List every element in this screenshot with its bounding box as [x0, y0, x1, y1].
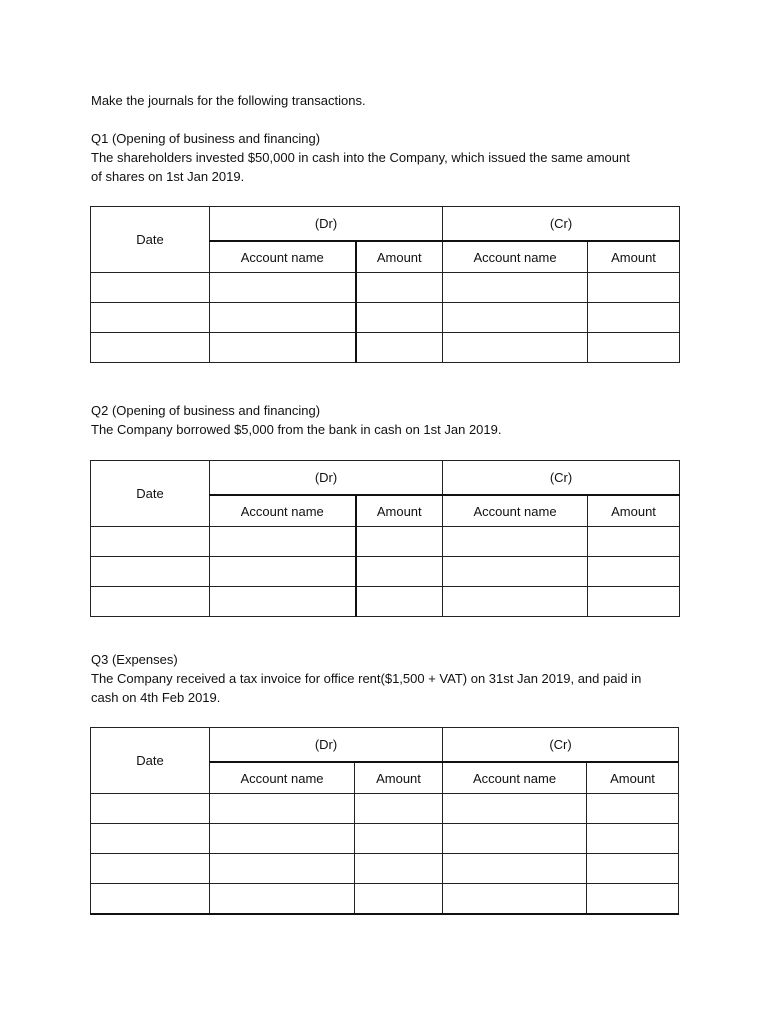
- q2-title: Q2 (Opening of business and financing): [91, 403, 321, 418]
- dr-amount-header: Amount: [355, 762, 443, 794]
- dr-amount-cell[interactable]: [356, 303, 443, 333]
- dr-account-cell[interactable]: [210, 884, 355, 915]
- credit-header: (Cr): [443, 461, 680, 496]
- journal-entry-row: [91, 303, 680, 333]
- journal-entry-row: [91, 333, 680, 363]
- cr-amount-cell[interactable]: [588, 527, 680, 557]
- cr-account-cell[interactable]: [443, 333, 588, 363]
- dr-account-cell[interactable]: [210, 527, 356, 557]
- cr-account-cell[interactable]: [443, 854, 587, 884]
- dr-account-cell[interactable]: [210, 273, 356, 303]
- dr-amount-cell[interactable]: [356, 557, 443, 587]
- journal-entry-row: [91, 884, 679, 915]
- cr-amount-header: Amount: [588, 241, 680, 273]
- journal-entry-row: [91, 557, 680, 587]
- dr-amount-cell[interactable]: [355, 854, 443, 884]
- date-cell[interactable]: [91, 794, 210, 824]
- q3-journal-table: [90, 727, 679, 915]
- cr-amount-cell[interactable]: [587, 824, 679, 854]
- q1-text-line-1: The shareholders invested $50,000 in cash into the Company, which issued the same amount: [91, 150, 630, 165]
- cr-account-name-header: Account name: [443, 762, 587, 794]
- dr-account-name-header: Account name: [210, 241, 356, 273]
- dr-account-cell[interactable]: [210, 557, 356, 587]
- journal-entry-row: [91, 527, 680, 557]
- credit-header: (Cr): [443, 728, 679, 763]
- cr-amount-cell[interactable]: [588, 557, 680, 587]
- date-cell[interactable]: [91, 557, 210, 587]
- cr-amount-cell[interactable]: [587, 794, 679, 824]
- date-header: Date: [91, 728, 210, 794]
- cr-account-name-header: Account name: [443, 495, 588, 527]
- dr-account-cell[interactable]: [210, 794, 355, 824]
- date-header: Date: [91, 207, 210, 273]
- dr-amount-cell[interactable]: [356, 587, 443, 617]
- dr-account-name-header: Account name: [210, 495, 356, 527]
- cr-account-cell[interactable]: [443, 273, 588, 303]
- dr-account-cell[interactable]: [210, 824, 355, 854]
- cr-account-cell[interactable]: [443, 303, 588, 333]
- cr-account-cell[interactable]: [443, 824, 587, 854]
- dr-amount-header: Amount: [356, 241, 443, 273]
- dr-amount-header: Amount: [356, 495, 443, 527]
- date-header: Date: [91, 461, 210, 527]
- cr-amount-cell[interactable]: [588, 587, 680, 617]
- date-cell[interactable]: [91, 824, 210, 854]
- journal-entry-row: [91, 273, 680, 303]
- cr-account-cell[interactable]: [443, 587, 588, 617]
- q2-text-line-1: The Company borrowed $5,000 from the bank in cash on 1st Jan 2019.: [91, 422, 502, 437]
- dr-amount-cell[interactable]: [355, 824, 443, 854]
- debit-header: (Dr): [210, 461, 443, 496]
- dr-amount-cell[interactable]: [355, 884, 443, 915]
- date-cell[interactable]: [91, 854, 210, 884]
- instructions-text: Make the journals for the following transactions.: [91, 93, 366, 108]
- q3-text-line-1: The Company received a tax invoice for office rent($1,500 + VAT) on 31st Jan 2019, and paid in: [91, 671, 642, 686]
- date-cell[interactable]: [91, 587, 210, 617]
- dr-amount-cell[interactable]: [356, 333, 443, 363]
- q2-journal-table: [90, 460, 680, 617]
- journal-entry-row: [91, 824, 679, 854]
- date-cell[interactable]: [91, 303, 210, 333]
- cr-account-cell[interactable]: [443, 794, 587, 824]
- dr-account-cell[interactable]: [210, 587, 356, 617]
- cr-amount-cell[interactable]: [588, 333, 680, 363]
- q1-journal-table: [90, 206, 680, 363]
- debit-header: (Dr): [210, 207, 443, 242]
- date-cell[interactable]: [91, 884, 210, 915]
- q1-text-line-2: of shares on 1st Jan 2019.: [91, 169, 245, 184]
- dr-amount-cell[interactable]: [356, 527, 443, 557]
- cr-amount-cell[interactable]: [588, 303, 680, 333]
- journal-entry-row: [91, 854, 679, 884]
- dr-account-cell[interactable]: [210, 333, 356, 363]
- cr-account-cell[interactable]: [443, 527, 588, 557]
- cr-amount-header: Amount: [587, 762, 679, 794]
- cr-account-cell[interactable]: [443, 557, 588, 587]
- cr-amount-cell[interactable]: [587, 884, 679, 915]
- journal-entry-row: [91, 794, 679, 824]
- credit-header: (Cr): [443, 207, 680, 242]
- cr-amount-cell[interactable]: [587, 854, 679, 884]
- debit-header: (Dr): [210, 728, 443, 763]
- dr-amount-cell[interactable]: [356, 273, 443, 303]
- cr-account-name-header: Account name: [443, 241, 588, 273]
- cr-amount-header: Amount: [588, 495, 680, 527]
- dr-account-cell[interactable]: [210, 854, 355, 884]
- cr-amount-cell[interactable]: [588, 273, 680, 303]
- q3-title: Q3 (Expenses): [91, 652, 178, 667]
- q3-text-line-2: cash on 4th Feb 2019.: [91, 690, 221, 705]
- date-cell[interactable]: [91, 273, 210, 303]
- q1-title: Q1 (Opening of business and financing): [91, 131, 321, 146]
- date-cell[interactable]: [91, 333, 210, 363]
- dr-amount-cell[interactable]: [355, 794, 443, 824]
- journal-entry-row: [91, 587, 680, 617]
- cr-account-cell[interactable]: [443, 884, 587, 915]
- dr-account-name-header: Account name: [210, 762, 355, 794]
- date-cell[interactable]: [91, 527, 210, 557]
- dr-account-cell[interactable]: [210, 303, 356, 333]
